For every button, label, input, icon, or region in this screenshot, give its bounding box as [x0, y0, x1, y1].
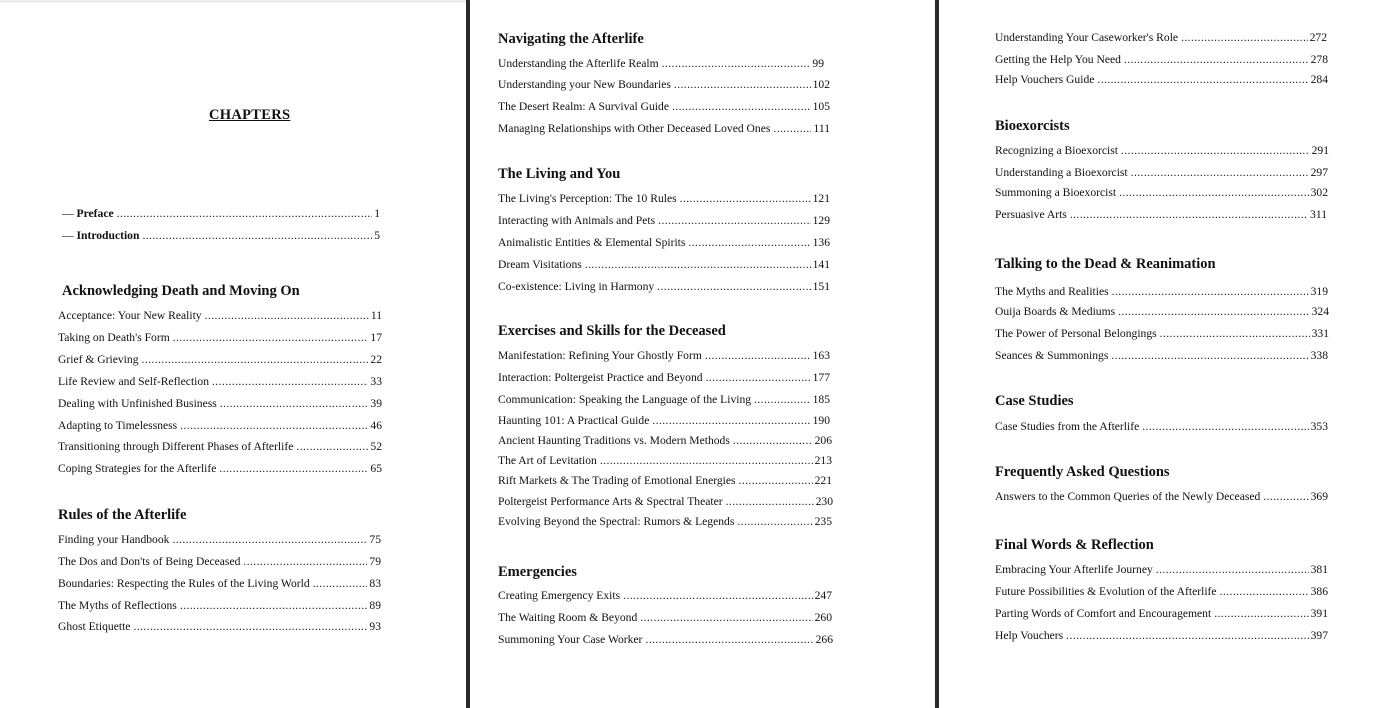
toc-entry[interactable]	[58, 330, 382, 346]
entry-title: Haunting 101: A Practical Guide	[498, 414, 650, 427]
toc-entry[interactable]	[995, 185, 1328, 201]
entry-title: Recognizing a Bioexorcist	[995, 144, 1118, 157]
entry-title: The Myths of Reflections	[58, 599, 177, 612]
leader-dots	[733, 433, 813, 449]
section-heading: Exercises and Skills for the Deceased	[498, 323, 726, 339]
toc-entry[interactable]	[995, 562, 1328, 578]
entry-title: The Waiting Room & Beyond	[498, 611, 638, 624]
entry-page: 75	[369, 533, 381, 546]
entry-page: 99	[812, 57, 824, 70]
toc-entry[interactable]	[58, 461, 382, 477]
entry-title: Getting the Help You Need	[995, 53, 1121, 66]
entry-page: 5	[374, 229, 380, 242]
toc-entry[interactable]	[995, 207, 1327, 223]
toc-entry[interactable]	[498, 279, 830, 295]
leader-dots	[1220, 584, 1309, 600]
leader-dots	[1124, 52, 1309, 68]
toc-entry-preface[interactable]	[62, 206, 380, 222]
leader-dots	[205, 308, 369, 324]
leader-dots	[1156, 562, 1309, 578]
leader-dots	[1118, 304, 1309, 320]
leader-dots	[674, 77, 811, 93]
toc-entry[interactable]	[58, 374, 382, 390]
entry-page: 105	[812, 100, 830, 113]
entry-page: 190	[812, 414, 830, 427]
entry-title: Boundaries: Respecting the Rules of the Living World	[58, 577, 310, 590]
leader-dots	[754, 392, 811, 408]
toc-entry[interactable]	[498, 77, 830, 93]
entry-title: Poltergeist Performance Arts & Spectral Theater	[498, 495, 723, 508]
leader-dots	[1121, 143, 1310, 159]
toc-entry[interactable]	[498, 121, 830, 137]
leader-dots	[1214, 606, 1308, 622]
toc-entry[interactable]	[58, 396, 382, 412]
entry-page: 386	[1310, 585, 1328, 598]
toc-entry[interactable]	[995, 606, 1328, 622]
leader-dots	[1066, 628, 1308, 644]
entry-page: 185	[812, 393, 830, 406]
entry-title: Managing Relationships with Other Deceased Loved Ones	[498, 122, 771, 135]
entry-page: 206	[814, 434, 832, 447]
leader-dots	[1181, 30, 1308, 46]
entry-title: Acceptance: Your New Reality	[58, 309, 202, 322]
entry-page: 102	[812, 78, 830, 91]
entry-title: Dream Visitations	[498, 258, 582, 271]
toc-entry[interactable]	[498, 235, 830, 251]
entry-page: 247	[814, 589, 832, 602]
leader-dots	[180, 418, 368, 434]
entry-title: Embracing Your Afterlife Journey	[995, 563, 1153, 576]
toc-entry[interactable]	[995, 628, 1328, 644]
leader-dots	[1097, 72, 1308, 88]
entry-title: Life Review and Self-Reflection	[58, 375, 209, 388]
leader-dots	[220, 396, 369, 412]
page-middle	[470, 0, 934, 708]
toc-entry[interactable]	[498, 413, 830, 429]
entry-title: Animalistic Entities & Elemental Spirits	[498, 236, 686, 249]
leader-dots	[219, 461, 368, 477]
entry-page: 93	[369, 620, 381, 633]
entry-page: 22	[370, 353, 382, 366]
entry-page: 89	[369, 599, 381, 612]
toc-entry[interactable]	[498, 370, 830, 386]
leader-dots	[705, 348, 811, 364]
toc-entry[interactable]	[498, 56, 824, 72]
toc-entry[interactable]	[498, 610, 832, 626]
entry-page: 65	[370, 462, 382, 475]
entry-title: Interaction: Poltergeist Practice and Beyond	[498, 371, 703, 384]
toc-entry[interactable]	[995, 143, 1329, 159]
leader-dots	[680, 191, 811, 207]
entry-page: 83	[369, 577, 381, 590]
entry-page: 136	[812, 236, 830, 249]
entry-title: Case Studies from the Afterlife	[995, 420, 1140, 433]
entry-page: 302	[1310, 186, 1328, 199]
section-heading: Emergencies	[498, 564, 577, 580]
entry-page: 163	[812, 349, 830, 362]
entry-page: 52	[370, 440, 382, 453]
toc-entry[interactable]	[58, 576, 381, 592]
toc-entry[interactable]	[498, 191, 830, 207]
leader-dots	[1112, 284, 1309, 300]
entry-page: 266	[815, 633, 833, 646]
leader-dots	[739, 473, 813, 489]
entry-title: Taking on Death's Form	[58, 331, 170, 344]
entry-page: 177	[812, 371, 830, 384]
leader-dots	[1131, 165, 1309, 181]
entry-page: 319	[1310, 285, 1328, 298]
entry-page: 369	[1310, 490, 1328, 503]
entry-page: 33	[370, 375, 382, 388]
leader-dots	[1119, 185, 1309, 201]
chapters-title: CHAPTERS	[209, 107, 291, 123]
leader-dots	[142, 228, 372, 244]
entry-title: Preface	[76, 207, 114, 220]
toc-entry[interactable]	[58, 439, 382, 455]
entry-title: Understanding Your Caseworker's Role	[995, 31, 1179, 44]
entry-page: 272	[1309, 31, 1327, 44]
entry-title: Understanding a Bioexorcist	[995, 166, 1128, 179]
toc-entry[interactable]	[995, 52, 1328, 68]
entry-title: The Desert Realm: A Survival Guide	[498, 100, 669, 113]
page-left	[0, 0, 466, 708]
leader-dots	[1142, 419, 1308, 435]
entry-page: 17	[370, 331, 382, 344]
toc-entry[interactable]	[498, 257, 830, 273]
leader-dots	[688, 235, 810, 251]
entry-page: 230	[815, 495, 833, 508]
entry-title: Answers to the Common Queries of the Newly Deceased	[995, 490, 1261, 503]
entry-page: 151	[812, 280, 830, 293]
entry-title: Seances & Summonings	[995, 349, 1109, 362]
entry-prefix: —	[62, 207, 74, 220]
entry-title: Co-existence: Living in Harmony	[498, 280, 655, 293]
leader-dots	[657, 279, 810, 295]
toc-entry[interactable]	[498, 392, 830, 408]
toc-entry[interactable]	[498, 348, 830, 364]
toc-entry[interactable]	[995, 584, 1328, 600]
leader-dots	[1263, 489, 1308, 505]
toc-entry[interactable]	[995, 489, 1328, 505]
entry-page: 111	[813, 122, 830, 135]
entry-page: 11	[370, 309, 382, 322]
section-heading: Case Studies	[995, 393, 1074, 409]
toc-entry[interactable]	[995, 304, 1329, 320]
entry-title: The Power of Personal Belongings	[995, 327, 1157, 340]
leader-dots	[117, 206, 373, 222]
entry-page: 221	[814, 474, 832, 487]
leader-dots	[773, 121, 811, 137]
entry-title: Grief & Grieving	[58, 353, 139, 366]
entry-title: Understanding your New Boundaries	[498, 78, 671, 91]
entry-title: The Art of Levitation	[498, 454, 597, 467]
entry-title: Future Possibilities & Evolution of the Afterlife	[995, 585, 1217, 598]
toc-entry[interactable]	[58, 554, 381, 570]
leader-dots	[173, 330, 369, 346]
leader-dots	[585, 257, 811, 273]
entry-page: 397	[1310, 629, 1328, 642]
entry-title: Dealing with Unfinished Business	[58, 397, 217, 410]
entry-page: 381	[1310, 563, 1328, 576]
leader-dots	[142, 352, 369, 368]
toc-entry[interactable]	[995, 72, 1328, 88]
leader-dots	[726, 494, 814, 510]
toc-entry[interactable]	[58, 308, 382, 324]
section-heading: Rules of the Afterlife	[58, 507, 187, 523]
entry-title: Ouija Boards & Mediums	[995, 305, 1116, 318]
toc-entry[interactable]	[498, 494, 833, 510]
section-heading: Bioexorcists	[995, 118, 1070, 134]
entry-page: 338	[1310, 349, 1328, 362]
entry-prefix: —	[62, 229, 74, 242]
entry-page: 324	[1311, 305, 1329, 318]
entry-title: Communication: Speaking the Language of the Living	[498, 393, 752, 406]
entry-page: 311	[1310, 208, 1327, 221]
entry-title: Parting Words of Comfort and Encouragement	[995, 607, 1212, 620]
entry-page: 141	[812, 258, 830, 271]
entry-title: Adapting to Timelessness	[58, 419, 178, 432]
leader-dots	[133, 619, 367, 635]
entry-title: Finding your Handbook	[58, 533, 170, 546]
entry-page: 331	[1311, 327, 1329, 340]
leader-dots	[737, 514, 812, 530]
toc-entry[interactable]	[58, 598, 381, 614]
leader-dots	[1160, 326, 1310, 342]
entry-title: Help Vouchers Guide	[995, 73, 1095, 86]
leader-dots	[296, 439, 368, 455]
entry-title: Manifestation: Refining Your Ghostly Form	[498, 349, 702, 362]
section-heading: Final Words & Reflection	[995, 537, 1154, 553]
entry-page: 391	[1310, 607, 1328, 620]
section-heading: Acknowledging Death and Moving On	[62, 283, 300, 299]
page-top-shade	[0, 0, 466, 3]
leader-dots	[706, 370, 811, 386]
entry-page: 46	[370, 419, 382, 432]
entry-title: Persuasive Arts	[995, 208, 1067, 221]
toc-entry[interactable]	[498, 473, 832, 489]
entry-page: 297	[1310, 166, 1328, 179]
entry-title: Rift Markets & The Trading of Emotional Energies	[498, 474, 736, 487]
entry-title: Summoning a Bioexorcist	[995, 186, 1117, 199]
leader-dots	[243, 554, 367, 570]
entry-title: Help Vouchers	[995, 629, 1064, 642]
entry-page: 284	[1310, 73, 1328, 86]
toc-entry[interactable]	[995, 419, 1328, 435]
leader-dots	[313, 576, 368, 592]
leader-dots	[1111, 348, 1308, 364]
entry-title: Interacting with Animals and Pets	[498, 214, 656, 227]
leader-dots	[172, 532, 367, 548]
toc-entry[interactable]	[58, 532, 381, 548]
toc-entry[interactable]	[995, 326, 1329, 342]
toc-entry[interactable]	[498, 99, 830, 115]
toc-entry[interactable]	[498, 632, 833, 648]
toc-entry[interactable]	[58, 352, 382, 368]
entry-page: 278	[1310, 53, 1328, 66]
toc-entry[interactable]	[498, 433, 832, 449]
toc-entry[interactable]	[498, 588, 832, 604]
entry-title: Introduction	[76, 229, 140, 242]
entry-page: 235	[814, 515, 832, 528]
entry-title: Summoning Your Case Worker	[498, 633, 643, 646]
leader-dots	[672, 99, 811, 115]
leader-dots	[600, 453, 813, 469]
entry-title: Ghost Etiquette	[58, 620, 131, 633]
leader-dots	[623, 588, 812, 604]
section-heading: Talking to the Dead & Reanimation	[995, 256, 1216, 272]
toc-entry[interactable]	[498, 453, 832, 469]
leader-dots	[640, 610, 812, 626]
toc-entry-introduction[interactable]	[62, 228, 380, 244]
section-heading: The Living and You	[498, 166, 621, 182]
page-right	[939, 0, 1400, 708]
toc-entry[interactable]	[995, 30, 1327, 46]
leader-dots	[658, 213, 810, 229]
entry-page: 39	[370, 397, 382, 410]
toc-entry[interactable]	[58, 619, 381, 635]
leader-dots	[645, 632, 813, 648]
toc-entry[interactable]	[995, 165, 1328, 181]
entry-title: The Living's Perception: The 10 Rules	[498, 192, 677, 205]
entry-page: 1	[374, 207, 380, 220]
entry-page: 213	[814, 454, 832, 467]
entry-title: Transitioning through Different Phases of Afterlife	[58, 440, 294, 453]
section-heading: Navigating the Afterlife	[498, 31, 644, 47]
toc-entry[interactable]	[58, 418, 382, 434]
leader-dots	[180, 598, 368, 614]
entry-title: The Dos and Don'ts of Being Deceased	[58, 555, 241, 568]
leader-dots	[212, 374, 368, 390]
leader-dots	[662, 56, 811, 72]
toc-entry[interactable]	[995, 284, 1328, 300]
entry-title: Ancient Haunting Traditions vs. Modern Methods	[498, 434, 730, 447]
entry-page: 260	[814, 611, 832, 624]
toc-entry[interactable]	[498, 213, 830, 229]
entry-page: 353	[1310, 420, 1328, 433]
toc-entry[interactable]	[498, 514, 832, 530]
entry-title: The Myths and Realities	[995, 285, 1109, 298]
section-heading: Frequently Asked Questions	[995, 464, 1170, 480]
entry-page: 129	[812, 214, 830, 227]
entry-page: 291	[1311, 144, 1329, 157]
entry-title: Creating Emergency Exits	[498, 589, 621, 602]
entry-title: Coping Strategies for the Afterlife	[58, 462, 217, 475]
entry-page: 79	[369, 555, 381, 568]
leader-dots	[652, 413, 810, 429]
entry-page: 121	[812, 192, 830, 205]
entry-title: Understanding the Afterlife Realm	[498, 57, 659, 70]
entry-title: Evolving Beyond the Spectral: Rumors & Legends	[498, 515, 735, 528]
toc-entry[interactable]	[995, 348, 1328, 364]
leader-dots	[1070, 207, 1308, 223]
